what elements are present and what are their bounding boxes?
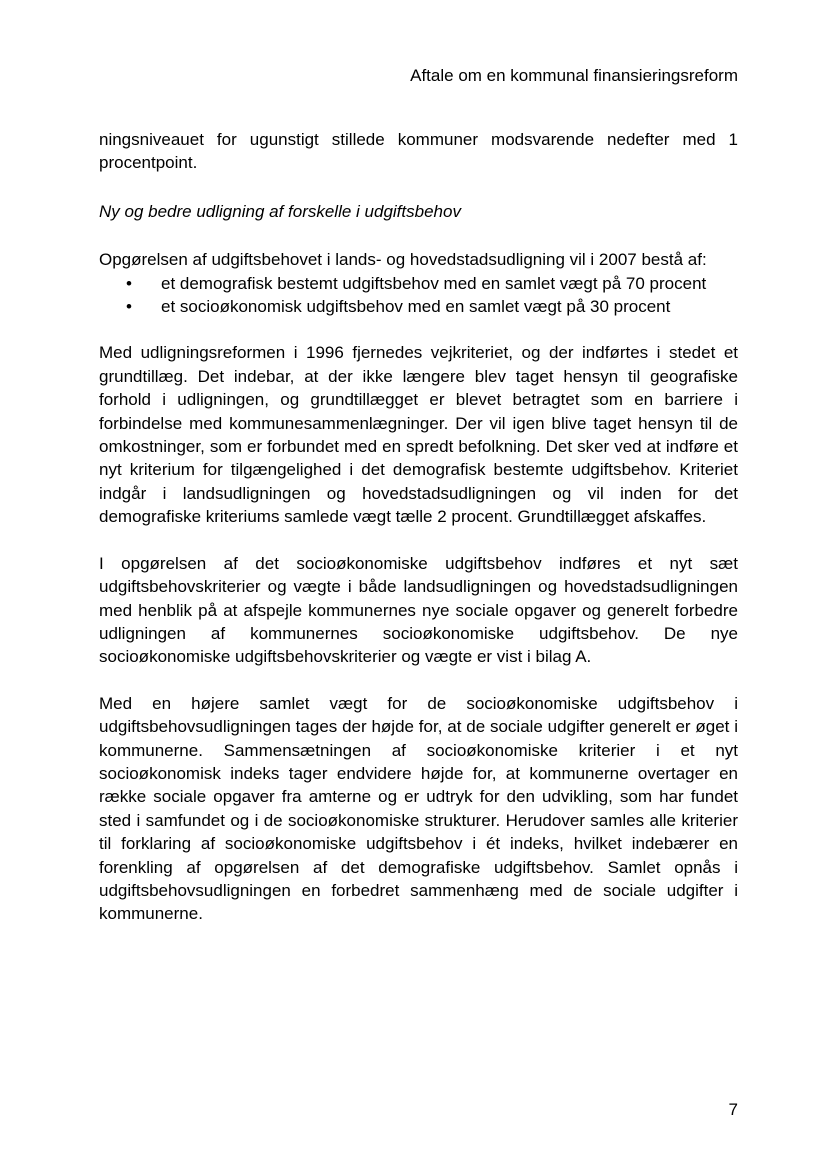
section-heading: Ny og bedre udligning af forskelle i udgiftsbehov (99, 201, 461, 221)
bullet-icon: • (126, 297, 132, 317)
paragraph-continuation: ningsniveauet for ugunstigt stillede kommuner modsvarende nedefter med 1 procentpoint. (99, 130, 738, 173)
list-item-text: et socioøkonomisk udgiftsbehov med en samlet vægt på 30 procent (161, 297, 671, 317)
paragraph-higher-weight: Med en højere samlet vægt for de socioøkonomiske udgiftsbehov i udgiftsbehovsudligningen tages der højde for, at de sociale udgifter generelt er øget i kommunerne. Sammensætningen af socioøkonomiske kriterier i et nyt socioøkonomisk indeks tager endvidere højde for, at kommunerne overtager en række sociale opgaver fra amterne og er udtryk for den udvikling, som har fundet sted i samfundet og i de socioøkonomiske strukturer. Herudover samles alle kriterier til forklaring af socioøkonomiske udgiftsbehov i ét indeks, hvilket indebærer en forenkling af opgørelsen af det demografiske udgiftsbehov. Samlet opnås i udgiftsbehovsudligningen en forbedret sammenhæng med de sociale udgifter i kommunerne. (99, 693, 738, 924)
list-item (99, 295, 738, 318)
page-body (99, 128, 738, 926)
page-number: 7 (728, 1100, 738, 1119)
bullet-icon: • (126, 273, 132, 293)
paragraph-socioeconomic-criteria: I opgørelsen af det socioøkonomiske udgiftsbehov indføres et nyt sæt udgiftsbehovskriterier og vægte i både landsudligningen og hovedstadsudligningen med henblik på at afspejle kommunernes nye sociale opgaver og generelt forbedre udligningen af kommunernes socioøkonomiske udgiftsbehov. De nye socioøkonomiske udgiftsbehovskriterier og vægte er vist i bilag A. (99, 553, 738, 667)
running-header: Aftale om en kommunal finansieringsreform (410, 66, 738, 85)
intro-paragraph: Opgørelsen af udgiftsbehovet i lands- og hovedstadsudligning vil i 2007 bestå af: (99, 250, 707, 270)
bullet-list (99, 272, 738, 319)
paragraph-vejkriteriet: Med udligningsreformen i 1996 fjernedes vejkriteriet, og der indførtes i stedet et grundtillæg. Det indebar, at der ikke længere blev taget hensyn til geografiske forhold i udligningen, og grundtillægget er blevet betragtet som en barriere i forbindelse med kommunesammenlægninger. Der vil igen blive taget hensyn til de omkostninger, som er forbundet med en spredt befolkning. Det sker ved at indføre et nyt kriterium for tilgængelighed i det demografisk bestemte udgiftsbehov. Kriteriet indgår i landsudligningen og hovedstadsudligningen og vil inden for det demografiske kriteriums samlede vægt tælle 2 procent. Grundtillægget afskaffes. (99, 343, 738, 527)
list-item-text: et demografisk bestemt udgiftsbehov med en samlet vægt på 70 procent (161, 273, 707, 293)
list-item (99, 272, 738, 295)
